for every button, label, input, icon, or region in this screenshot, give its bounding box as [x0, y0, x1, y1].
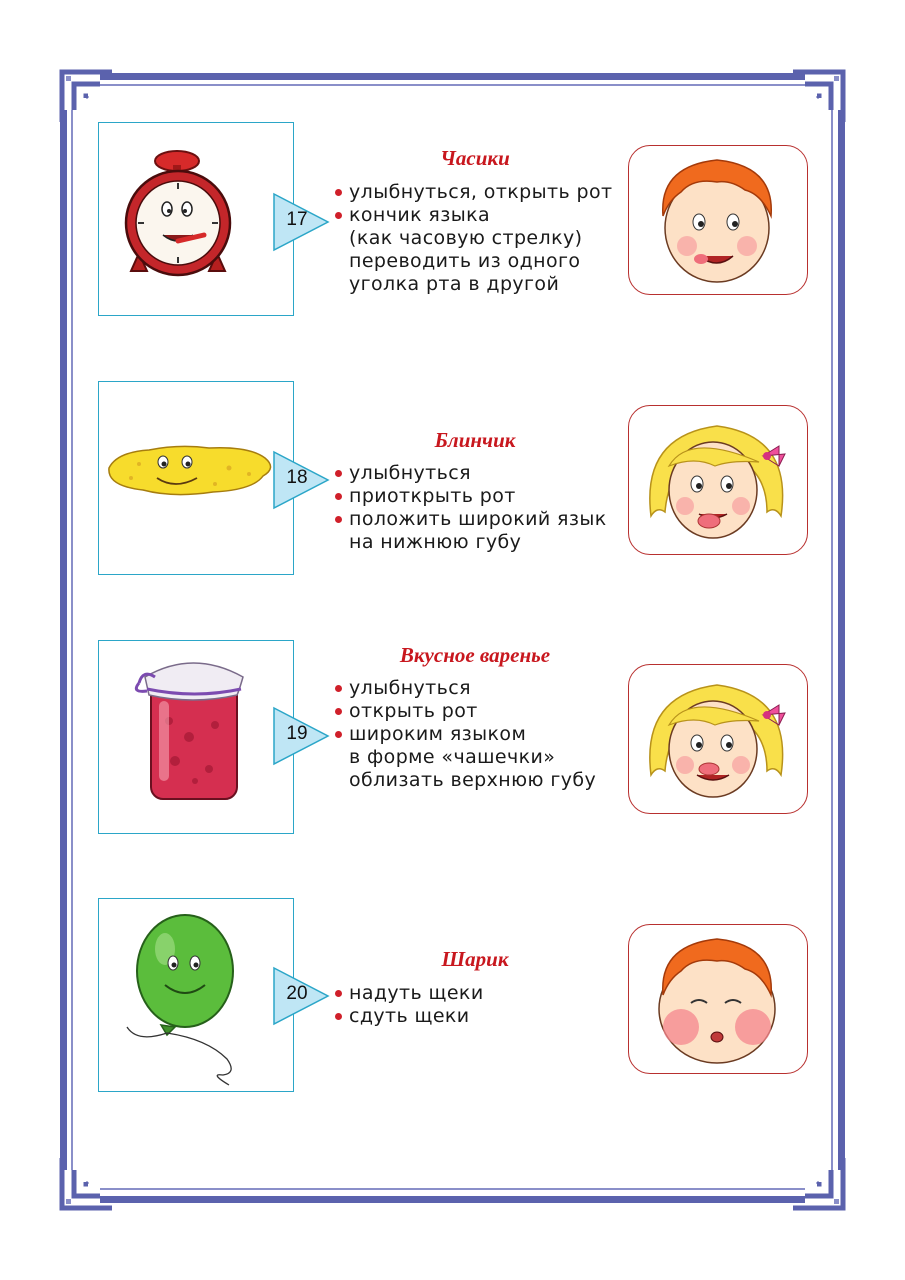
instruction-item [335, 982, 484, 1005]
exercise-instructions [335, 181, 612, 296]
instruction-item [335, 700, 596, 723]
pancake-illustration [99, 382, 292, 573]
exercise-picture-frame [98, 381, 294, 575]
exercise-number: 20 [286, 983, 308, 1004]
bullet-dot [335, 685, 342, 692]
frame-right-bar [838, 110, 845, 1170]
child-face-frame [628, 145, 808, 295]
bullet-dot [335, 470, 342, 477]
boy-face-illustration [629, 146, 806, 293]
girl-face-illustration [629, 406, 806, 553]
bullet-dot [335, 189, 342, 196]
instruction-text: приоткрыть рот [349, 485, 516, 507]
instruction-text: сдуть щеки [349, 1005, 470, 1027]
exercise-title: Шарик [441, 947, 509, 971]
child-face-frame [628, 405, 808, 555]
exercise-instructions [335, 462, 607, 554]
boy-face-illustration [629, 925, 806, 1072]
instruction-item [335, 181, 612, 204]
bullet-dot [335, 708, 342, 715]
jam-jar-illustration [99, 641, 292, 832]
instruction-item [335, 508, 607, 554]
bullet-dot [335, 212, 342, 219]
instruction-item [335, 485, 607, 508]
girl-face-illustration [629, 665, 806, 812]
instruction-item [335, 677, 596, 700]
frame-left-line [71, 110, 73, 1170]
frame-corner-ornament [783, 1148, 853, 1218]
instruction-text: широким языком в форме «чашечки» облизать верхнюю губу [349, 723, 597, 791]
instruction-text: открыть рот [349, 700, 478, 722]
instruction-text: надуть щеки [349, 982, 484, 1004]
bullet-dot [335, 516, 342, 523]
exercise-picture-frame [98, 898, 294, 1092]
instruction-item [335, 1005, 484, 1028]
bullet-dot [335, 493, 342, 500]
exercise-title: Блинчик [434, 428, 516, 452]
frame-left-bar [60, 110, 67, 1170]
instruction-text: улыбнуться, открыть рот [349, 181, 613, 203]
exercise-number: 17 [286, 209, 308, 230]
balloon-illustration [99, 899, 292, 1090]
bullet-dot [335, 1013, 342, 1020]
instruction-item [335, 723, 596, 792]
frame-bottom-bar [100, 1196, 805, 1203]
bullet-dot [335, 990, 342, 997]
frame-bottom-line [100, 1188, 805, 1190]
frame-corner-ornament [52, 1148, 122, 1218]
frame-top-line [100, 84, 805, 86]
frame-right-line [831, 110, 833, 1170]
frame-top-bar [100, 73, 805, 80]
frame-corner-ornament [783, 62, 853, 132]
bullet-dot [335, 731, 342, 738]
instruction-item [335, 204, 612, 296]
exercise-title: Вкусное варенье [399, 643, 551, 667]
exercise-picture-frame [98, 640, 294, 834]
exercise-number: 18 [286, 467, 308, 488]
exercise-title: Часики [440, 146, 510, 170]
exercise-instructions [335, 677, 596, 792]
instruction-item [335, 462, 607, 485]
alarm-clock-illustration [99, 123, 292, 314]
exercise-picture-frame [98, 122, 294, 316]
instruction-text: кончик языка (как часовую стрелку) переводить из одного уголка рта в другой [349, 204, 583, 295]
exercise-instructions [335, 982, 484, 1028]
exercise-number: 19 [286, 723, 308, 744]
instruction-text: улыбнуться [349, 677, 471, 699]
instruction-text: положить широкий язык на нижнюю губу [349, 508, 607, 553]
child-face-frame [628, 664, 808, 814]
child-face-frame [628, 924, 808, 1074]
instruction-text: улыбнуться [349, 462, 471, 484]
